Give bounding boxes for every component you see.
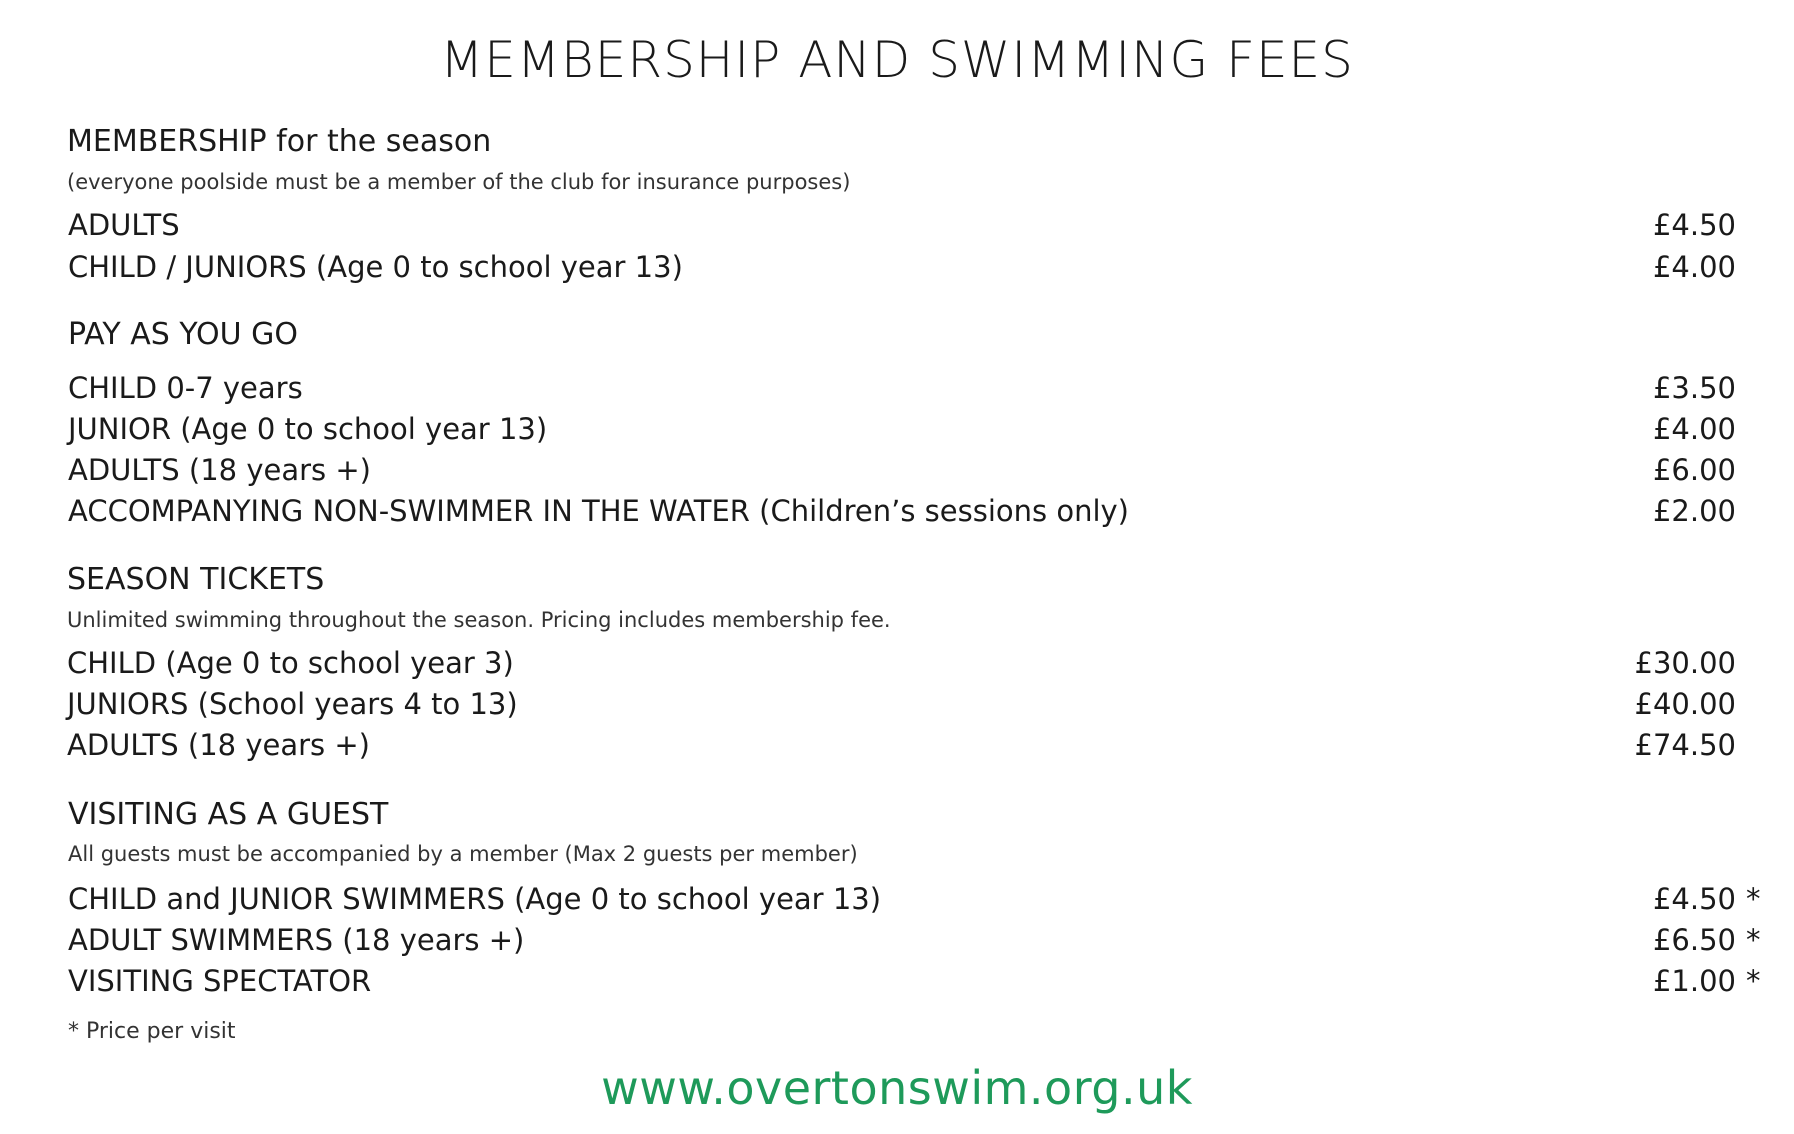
- guest-row-label: ADULT SWIMMERS (18 years +): [68, 923, 525, 957]
- membership-row-label: ADULTS: [68, 208, 180, 242]
- guest-row-price: £6.50: [1652, 923, 1736, 957]
- membership-row-price: £4.50: [1652, 208, 1736, 242]
- season-row-price: £30.00: [1634, 646, 1736, 680]
- membership-row-label: CHILD / JUNIORS (Age 0 to school year 13): [68, 250, 683, 284]
- guest-row-price: £4.50: [1652, 882, 1736, 916]
- season-heading: SEASON TICKETS: [67, 562, 325, 597]
- membership-heading: MEMBERSHIP for the season: [67, 124, 492, 159]
- payg-row-label: ACCOMPANYING NON-SWIMMER IN THE WATER (Children’s sessions only): [68, 494, 1129, 528]
- guest-note: All guests must be accompanied by a member (Max 2 guests per member): [68, 842, 858, 866]
- payg-row-price: £3.50: [1652, 371, 1736, 405]
- payg-row-label: JUNIOR (Age 0 to school year 13): [68, 412, 548, 446]
- guest-row-asterisk: *: [1746, 964, 1761, 998]
- guest-row-asterisk: *: [1746, 882, 1761, 916]
- guest-row-label: VISITING SPECTATOR: [68, 964, 372, 998]
- season-row-price: £40.00: [1634, 687, 1736, 721]
- payg-row-price: £4.00: [1652, 412, 1736, 446]
- season-row-label: JUNIORS (School years 4 to 13): [67, 687, 518, 721]
- page-title: MEMBERSHIP AND SWIMMING FEES: [440, 31, 1354, 89]
- payg-row-price: £6.00: [1652, 453, 1736, 487]
- website-link[interactable]: www.overtonswim.org.uk: [601, 1061, 1193, 1115]
- payg-row-price: £2.00: [1652, 494, 1736, 528]
- membership-row-price: £4.00: [1652, 250, 1736, 284]
- season-row-price: £74.50: [1634, 728, 1736, 762]
- season-row-label: ADULTS (18 years +): [67, 728, 370, 762]
- membership-note: (everyone poolside must be a member of the club for insurance purposes): [67, 170, 851, 194]
- guest-row-label: CHILD and JUNIOR SWIMMERS (Age 0 to school year 13): [68, 882, 882, 916]
- payg-row-label: ADULTS (18 years +): [68, 453, 371, 487]
- payg-heading: PAY AS YOU GO: [68, 317, 298, 352]
- season-note: Unlimited swimming throughout the season. Pricing includes membership fee.: [67, 608, 891, 632]
- guest-row-price: £1.00: [1652, 964, 1736, 998]
- guest-heading: VISITING AS A GUEST: [68, 797, 389, 832]
- payg-row-label: CHILD 0-7 years: [68, 371, 303, 405]
- season-row-label: CHILD (Age 0 to school year 3): [67, 646, 514, 680]
- guest-row-asterisk: *: [1746, 923, 1761, 957]
- footnote: * Price per visit: [68, 1019, 236, 1044]
